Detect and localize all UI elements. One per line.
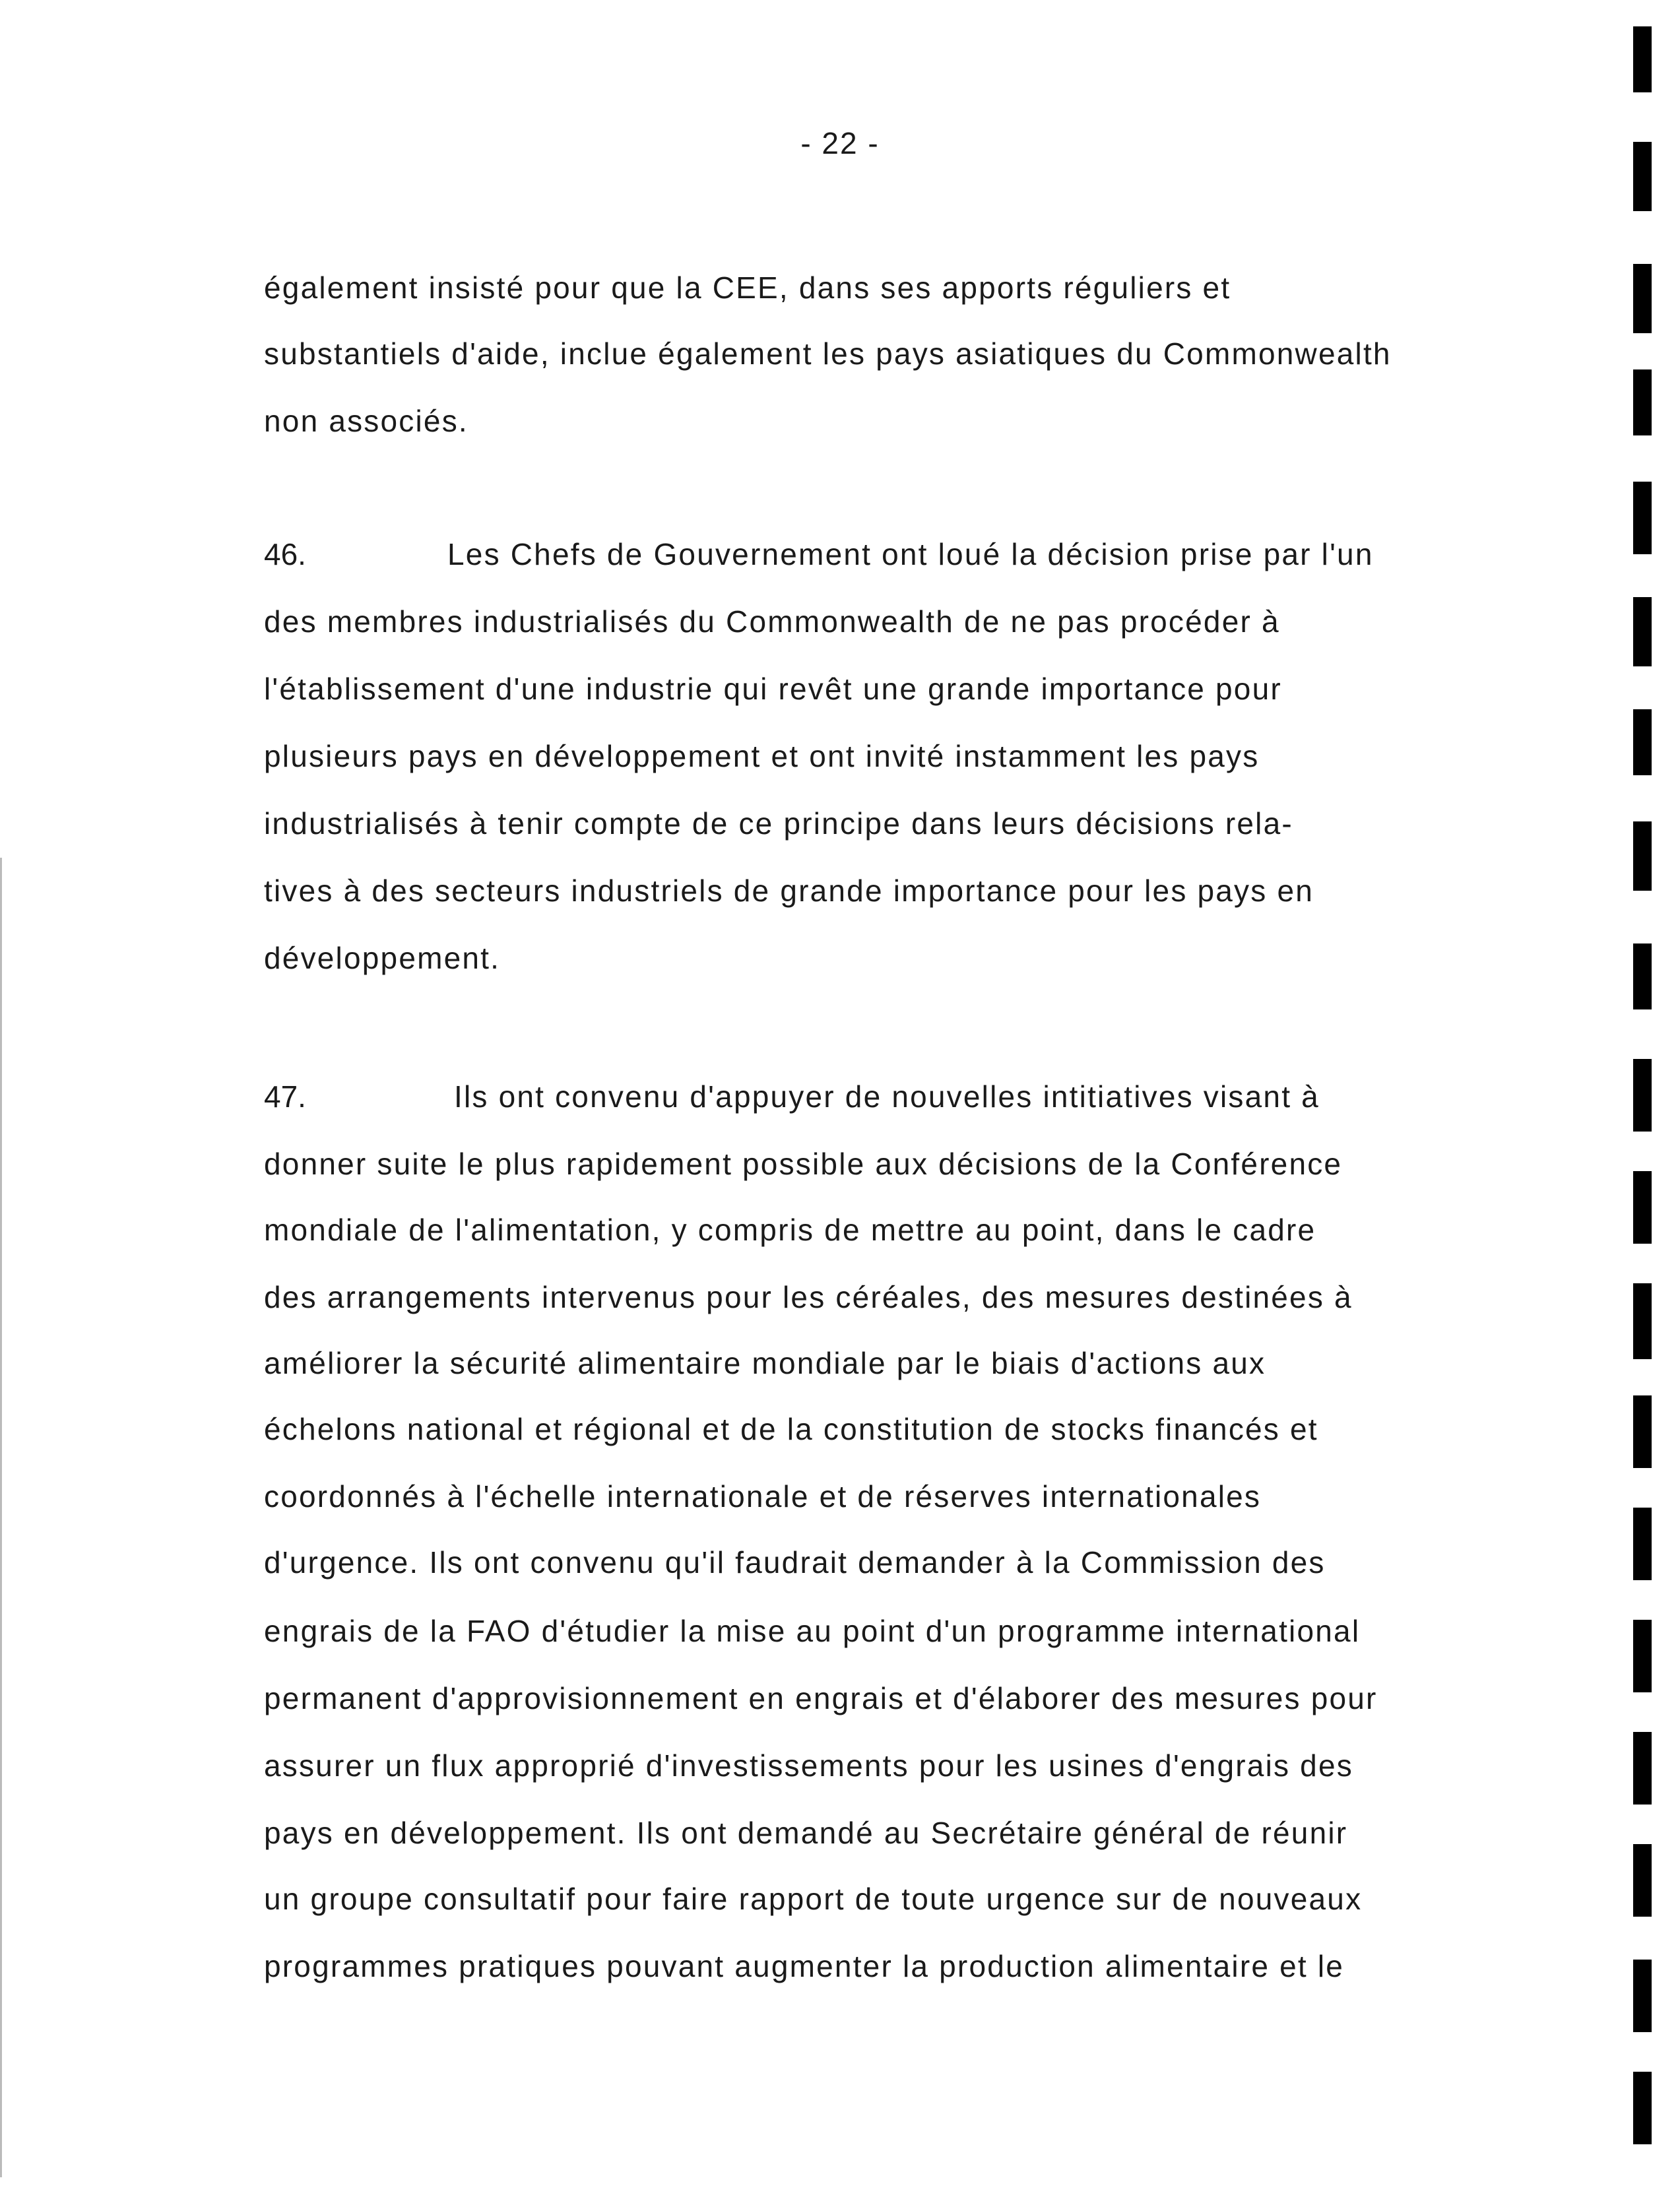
text-line: permanent d'approvisionnement en engrais et d'élaborer des mesures pour [264, 1681, 1378, 1715]
paragraph-number: 46. [264, 537, 306, 571]
text-line: assurer un flux approprié d'investissements pour les usines d'engrais des [264, 1748, 1353, 1783]
scan-mark [1633, 1059, 1652, 1132]
text-line: développement. [264, 941, 501, 975]
scan-mark [1633, 264, 1652, 333]
text-line: d'urgence. Ils ont convenu qu'il faudrait demander à la Commission des [264, 1545, 1326, 1580]
text-line: pays en développement. Ils ont demandé au Secrétaire général de réunir [264, 1816, 1348, 1850]
text-line: programmes pratiques pouvant augmenter la production alimentaire et le [264, 1949, 1345, 1983]
scan-mark [1633, 709, 1652, 775]
text-line: coordonnés à l'échelle internationale et de réserves internationales [264, 1479, 1262, 1514]
text-line: améliorer la sécurité alimentaire mondiale par le biais d'actions aux [264, 1346, 1266, 1380]
scan-mark [1633, 482, 1652, 554]
text-line: un groupe consultatif pour faire rapport de toute urgence sur de nouveaux [264, 1882, 1363, 1916]
scan-mark [1633, 597, 1652, 666]
scan-mark [1633, 1732, 1652, 1805]
scan-mark [1633, 1395, 1652, 1468]
scan-mark [1633, 1171, 1652, 1244]
scan-mark [1633, 369, 1652, 435]
text-line: échelons national et régional et de la constitution de stocks financés et [264, 1412, 1318, 1446]
scan-mark [1633, 821, 1652, 891]
text-line: des arrangements intervenus pour les céréales, des mesures destinées à [264, 1280, 1353, 1314]
scan-mark [1633, 1960, 1652, 2032]
scan-mark [1633, 1283, 1652, 1359]
scan-mark [1633, 943, 1652, 1009]
text-line: l'établissement d'une industrie qui revêt une grande importance pour [264, 672, 1282, 706]
text-line: non associés. [264, 404, 468, 438]
text-line: des membres industrialisés du Commonwealth de ne pas procéder à [264, 604, 1280, 639]
paragraph-number: 47. [264, 1079, 306, 1114]
text-line: industrialisés à tenir compte de ce principe dans leurs décisions rela- [264, 806, 1293, 841]
text-line: mondiale de l'alimentation, y compris de mettre au point, dans le cadre [264, 1213, 1316, 1247]
text-line: plusieurs pays en développement et ont invité instamment les pays [264, 739, 1260, 773]
scan-edge [0, 858, 2, 2177]
scan-mark [1633, 1844, 1652, 1917]
scan-mark [1633, 1508, 1652, 1580]
text-line: Ils ont convenu d'appuyer de nouvelles intitiatives visant à [454, 1079, 1320, 1114]
text-line: substantiels d'aide, inclue également les pays asiatiques du Commonwealth [264, 336, 1392, 371]
text-line: donner suite le plus rapidement possible aux décisions de la Conférence [264, 1147, 1343, 1181]
scan-mark [1633, 2072, 1652, 2144]
text-line: également insisté pour que la CEE, dans ses apports réguliers et [264, 271, 1231, 305]
text-line: engrais de la FAO d'étudier la mise au point d'un programme international [264, 1614, 1361, 1648]
scan-mark [1633, 26, 1652, 92]
page-number: - 22 - [800, 126, 880, 160]
text-line: tives à des secteurs industriels de grande importance pour les pays en [264, 874, 1314, 908]
text-line: Les Chefs de Gouvernement ont loué la décision prise par l'un [447, 537, 1374, 571]
scan-mark [1633, 1620, 1652, 1692]
scan-mark [1633, 142, 1652, 211]
